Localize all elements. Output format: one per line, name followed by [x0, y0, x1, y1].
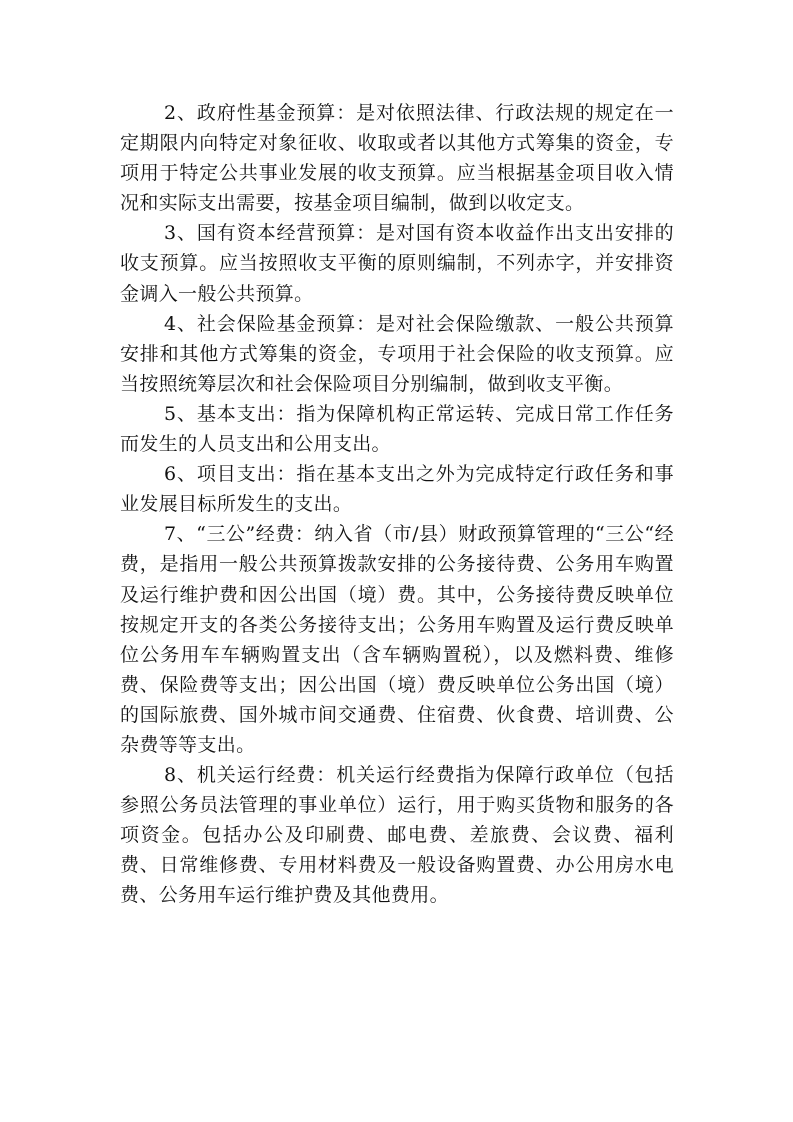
paragraph-social-insurance-budget: 4、社会保险基金预算：是对社会保险缴款、一般公共预算安排和其他方式筹集的资金，专项用于社会保险的收支预算。应当按照统筹层次和社会保险项目分别编制，做到收支平衡。 — [120, 312, 674, 395]
paragraph-state-capital-budget: 3、国有资本经营预算：是对国有资本收益作出支出安排的收支预算。应当按照收支平衡的原则编制，不列赤字，并安排资金调入一般公共预算。 — [120, 222, 674, 305]
paragraph-government-fund-budget: 2、政府性基金预算：是对依照法律、行政法规的规定在一定期限内向特定对象征收、收取或者以其他方式筹集的资金，专项用于特定公共事业发展的收支预算。应当根据基金项目收入情况和实际支出需要，按基金项目编制，做到以收定支。 — [120, 102, 674, 215]
paragraph-project-expenditure: 6、项目支出：指在基本支出之外为完成特定行政任务和事业发展目标所发生的支出。 — [120, 463, 674, 516]
paragraph-three-public-expenses: 7、“三公”经费：纳入省（市/县）财政预算管理的“三公“经费，是指用一般公共预算拨款安排的公务接待费、公务用车购置及运行维护费和因公出国（境）费。其中，公务接待费反映单位按规定开支的各类公务接待支出；公务用车购置及运行费反映单位公务用车车辆购置支出（含车辆购置税），以及燃料费、维修费、保险费等支出；因公出国（境）费反映单位公务出国（境）的国际旅费、国外城市间交通费、住宿费、伙食费、培训费、公杂费等等支出。 — [120, 523, 674, 756]
document-body — [120, 98, 674, 911]
paragraph-office-operating-expenses: 8、机关运行经费：机关运行经费指为保障行政单位（包括参照公务员法管理的事业单位）运行，用于购买货物和服务的各项资金。包括办公及印刷费、邮电费、差旅费、会议费、福利费、日常维修费、专用材料费及一般设备购置费、办公用房水电费、公务用车运行维护费及其他费用。 — [120, 764, 674, 907]
paragraph-basic-expenditure: 5、基本支出：指为保障机构正常运转、完成日常工作任务而发生的人员支出和公用支出。 — [120, 402, 674, 456]
